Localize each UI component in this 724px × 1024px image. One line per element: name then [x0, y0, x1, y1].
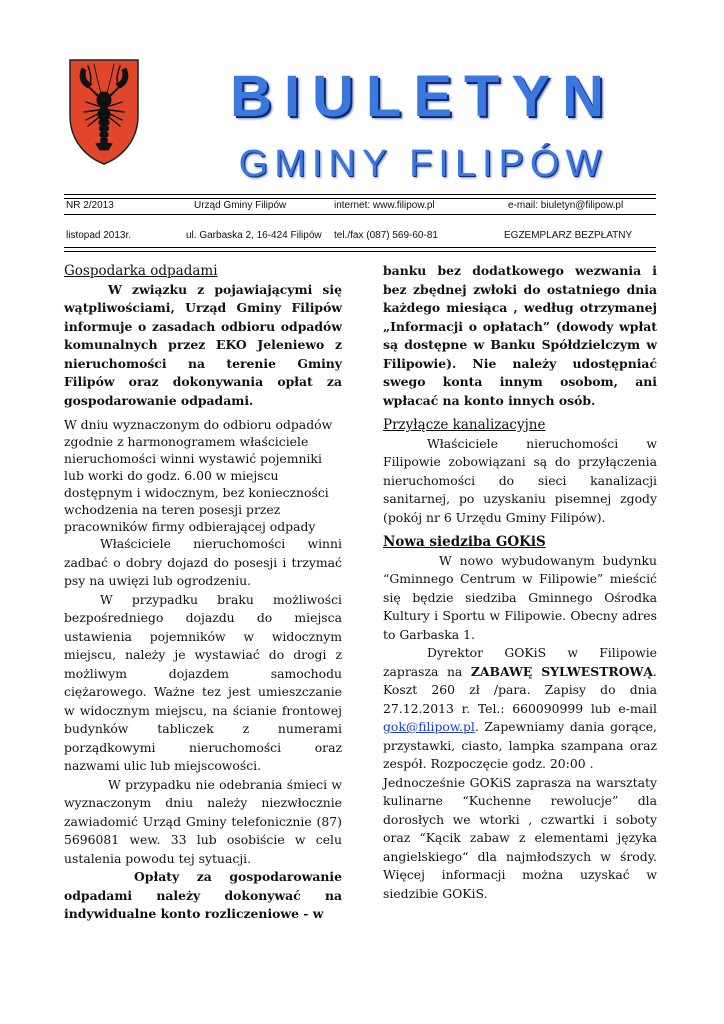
- waste-paragraph-3: W przypadku braku możliwości bezpośredniego dojazdu do miejsca ustawienia pojemników w widocznym miejscu, należy je wystawiać do drogi z możliwym dojazdem samochodu ciężarowego. Ważne tez jest umieszczanie w widocznym miejscu, na ścianie frontowej budynków tabliczek z numerami porządkowymi nieruchomości oraz nazwami ulic lub miejscowości.: [64, 591, 342, 773]
- free-copy-label: EGZEMPLARZ BEZPŁATNY: [504, 230, 633, 241]
- section-heading-waste: Gospodarka odpadami: [64, 263, 218, 279]
- bulletin-subtitle: GMINY FILIPÓW: [238, 143, 608, 185]
- left-column: [64, 262, 342, 924]
- payment-continuation: banku bez dodatkowego wezwania i bez zbędnej zwłoki do ostatniego dnia każdego miesiąca , według otrzymanej „Informacji o opłatach” (dowody wpłat są dostępne w Banku Spółdzielczym w Filipowie). Nie należy udostępniać swego konta innym osobom, ani wpłacać na konto innych osób.: [383, 263, 657, 408]
- waste-intro: W związku z pojawiającymi się wątpliwościami, Urząd Gminy Filipów informuje o zasadach odbioru odpadów komunalnych przez EKO Jeleniewo z nieruchomości na terenie Gminy Filipów oraz dokonywania opłat za gospodarowanie odpadami.: [64, 281, 342, 408]
- email-link[interactable]: e-mail: biuletyn@filipow.pl: [508, 200, 624, 211]
- waste-paragraph-1: W dniu wyznaczonym do odbioru odpadów zgodnie z harmonogramem właściciele nieruchomości winni wystawić pojemniki lub worki do godz. 6.00 w miejscu dostępnym i widocznym, bez konieczności wchodzenia na teren posesji przez pracowników firmy odbierającej odpady: [64, 417, 333, 534]
- gok-email-link[interactable]: gok@filipow.pl: [383, 719, 475, 734]
- website-link[interactable]: internet: www.filipow.pl: [334, 200, 435, 211]
- waste-paragraph-4: W przypadku nie odebrania śmieci w wyznaczonym dniu należy niezwłocznie zawiadomić Urząd Gminy telefonicznie (87) 5696081 wew. 33 lub osobiście w celu ustalenia powodu tej sytuacji.: [64, 776, 342, 866]
- sewer-paragraph: Właściciele nieruchomości w Filipowie zobowiązani są do przyłączenia nieruchomości do sieci kanalizacji sanitarnej, po uzyskaniu pisemnej zgody (pokój nr 6 Urzędu Gminy Filipów).: [383, 435, 657, 525]
- gokis-paragraph-2: Dyrektor GOKiS w Filipowie zaprasza na ZABAWĘ SYLWESTROWĄ. Koszt 260 zł /para. Zapisy do dnia 27.12.2013 r. Tel.: 660090999 lub e-mail gok@filipow.pl. Zapewniamy dania gorące, przystawki, ciasto, lampka szampana oraz zespół. Rozpoczęcie godz. 20:00 .: [383, 645, 657, 771]
- header-divider-bottom: [64, 247, 656, 252]
- section-heading-gokis: Nowa siedziba GOKiS: [383, 534, 546, 550]
- header-divider-top: [64, 194, 656, 199]
- waste-paragraph-2: Właściciele nieruchomości winni zadbać o dobry dojazd do posesji i trzymać psy na uwięzi lub ogrodzeniu.: [64, 536, 342, 588]
- gokis-paragraph-3: Jednocześnie GOKiS zaprasza na warsztaty kulinarne “Kuchenne rewolucje” dla dorosłych we wtorki , czwartki i soboty oraz “Kącik zabaw z elementami języka angielskiego“ dla najmłodszych w środy. Więcej informacji można uzyskać w siedzibie GOKiS.: [383, 774, 657, 901]
- gokis-paragraph-1: W nowo wybudowanym budynku “Gminnego Centrum w Filipowie” mieścić się będzie siedziba Gminnego Ośrodka Kultury i Sportu w Filipowie. Obecny adres to Garbaska 1.: [383, 552, 657, 642]
- header-divider-mid: [64, 214, 656, 215]
- office-name: Urząd Gminy Filipów: [194, 200, 287, 211]
- bulletin-title: BIULETYN: [230, 64, 616, 129]
- office-phone: tel./fax (087) 569-60-81: [334, 230, 438, 241]
- new-year-party-label: ZABAWĘ SYLWESTROWĄ: [470, 663, 654, 679]
- waste-paragraph-5: Opłaty za gospodarowanie odpadami należy dokonywać na indywidualne konto rozliczeniowe - w: [64, 869, 342, 921]
- issue-date: listopad 2013r.: [66, 230, 132, 241]
- office-address: ul. Garbaska 2, 16-424 Filipów: [186, 230, 322, 241]
- right-column: [383, 262, 657, 903]
- coat-of-arms-crayfish-icon: [68, 58, 140, 166]
- section-heading-sewer: Przyłącze kanalizacyjne: [383, 417, 546, 433]
- issue-number: NR 2/2013: [66, 200, 114, 211]
